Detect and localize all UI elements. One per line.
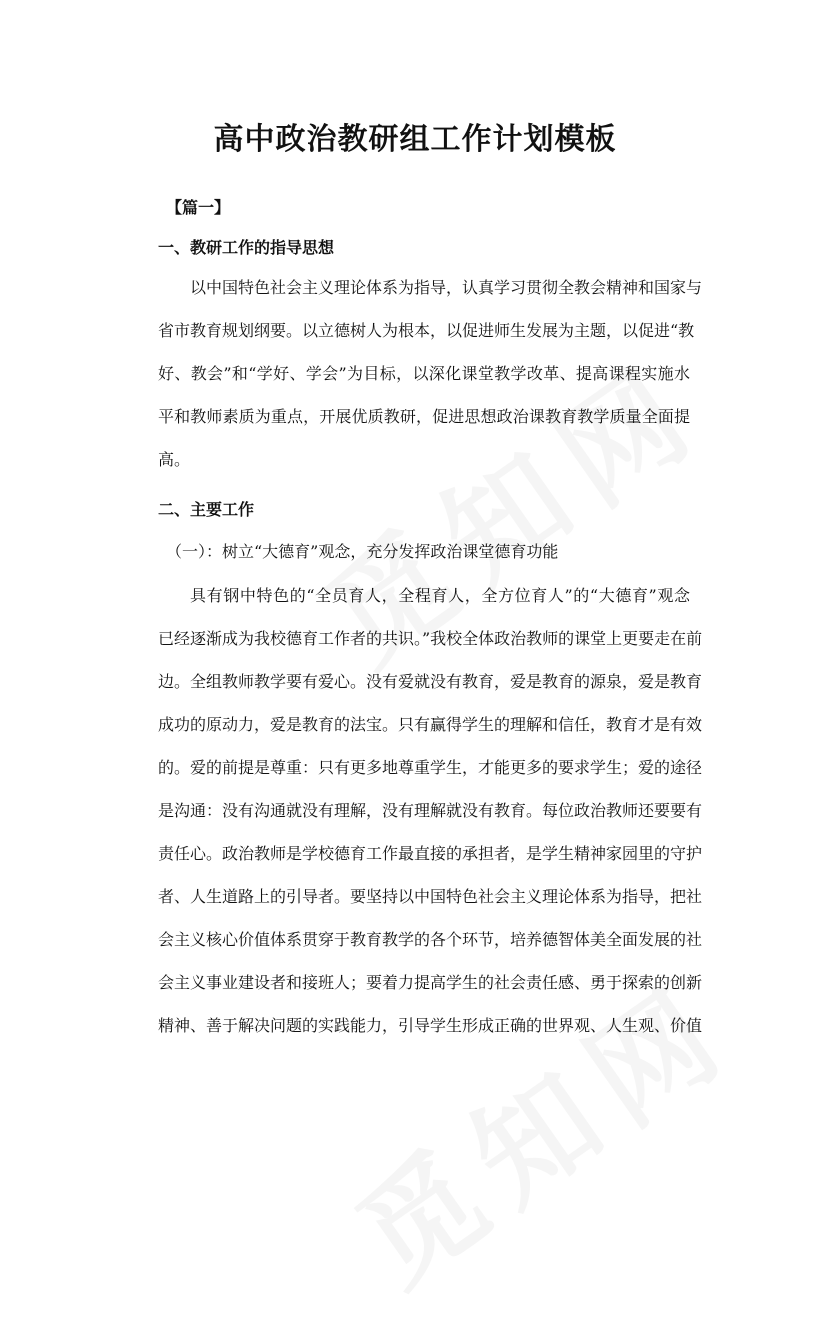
- paragraph-line: 已经逐渐成为我校德育工作者的共识。”我校全体政治教师的课堂上更要走在前: [158, 629, 703, 648]
- document-title: 高中政治教研组工作计划模板: [213, 122, 617, 157]
- paragraph-line: 省市教育规划纲要。以立德树人为根本，以促进师生发展为主题，以促进“教: [158, 321, 695, 340]
- paragraph-line: 平和教师素质为重点，开展优质教研，促进思想政治课教育教学质量全面提: [158, 407, 690, 426]
- section-heading-1: 一、教研工作的指导思想: [158, 238, 335, 257]
- section-heading-2: 二、主要工作: [158, 500, 255, 519]
- paragraph-line: 边。全组教师教学要有爱心。没有爱就没有教育，爱是教育的源泉，爱是教育: [158, 672, 703, 691]
- subsection-heading: （一）：树立“大德育”观念，充分发挥政治课堂德育功能: [166, 542, 559, 561]
- part-label: 【篇一】: [166, 198, 231, 217]
- paragraph-line: 者、人生道路上的引导者。要坚持以中国特色社会主义理论体系为指导，把社: [158, 887, 703, 906]
- paragraph-line: 精神、善于解决问题的实践能力，引导学生形成正确的世界观、人生观、价值: [158, 1016, 703, 1035]
- paragraph-line: 好、教会”和“学好、学会”为目标，以深化课堂教学改革、提高课程实施水: [158, 364, 690, 383]
- paragraph-line: 的。爱的前提是尊重：只有更多地尊重学生，才能更多的要求学生；爱的途径: [158, 758, 703, 777]
- paragraph-line: 责任心。政治教师是学校德育工作最直接的承担者，是学生精神家园里的守护: [158, 844, 703, 863]
- paragraph-line: 高。: [158, 450, 191, 469]
- paragraph-line: 是沟通：没有沟通就没有理解，没有理解就没有教育。每位政治教师还要要有: [158, 801, 703, 820]
- paragraph-line: 会主义核心价值体系贯穿于教育教学的各个环节，培养德智体美全面发展的社: [158, 930, 703, 949]
- paragraph-line: 具有钢中特色的“全员育人，全程育人，全方位育人”的“大德育”观念: [190, 586, 690, 605]
- paragraph-line: 会主义事业建设者和接班人；要着力提高学生的社会责任感、勇于探索的创新: [158, 973, 703, 992]
- paragraph-line: 以中国特色社会主义理论体系为指导，认真学习贯彻全教会精神和国家与: [190, 278, 703, 297]
- paragraph-line: 成功的原动力，爱是教育的法宝。只有赢得学生的理解和信任，教育才是有效: [158, 715, 703, 734]
